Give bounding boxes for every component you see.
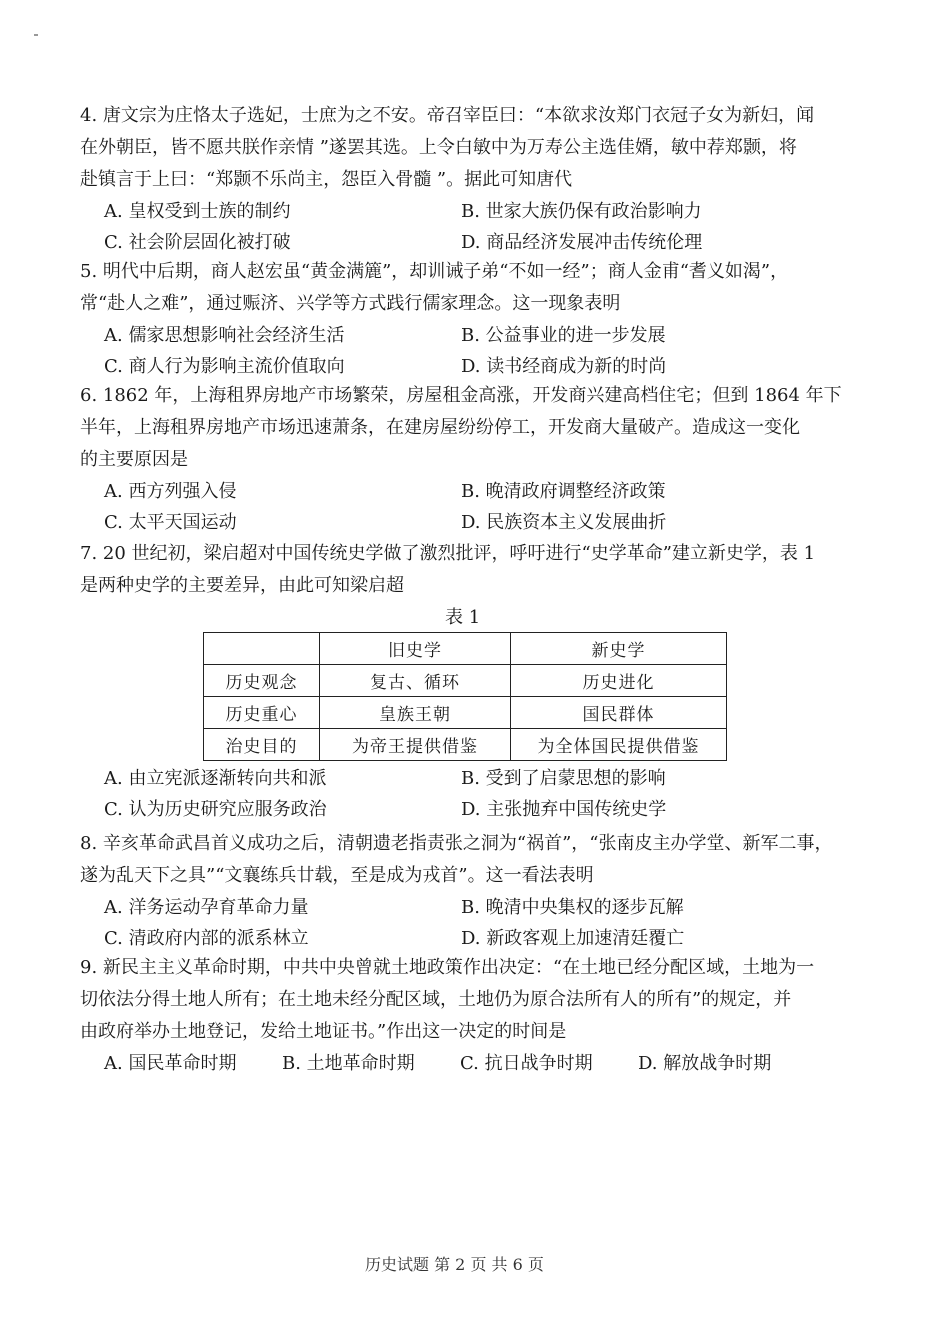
question-text-line: 常“赴人之难”，通过赈济、兴学等方式践行儒家理念。这一现象表明 bbox=[80, 293, 621, 314]
table-row bbox=[204, 697, 727, 729]
options-row bbox=[80, 923, 880, 954]
scan-mark bbox=[34, 34, 38, 36]
option-b: B. 土地革命时期 bbox=[282, 1053, 415, 1074]
options-row bbox=[80, 351, 880, 382]
options-row bbox=[80, 794, 880, 825]
question-text-line: 的主要原因是 bbox=[80, 449, 188, 470]
table-caption: 表 1 bbox=[445, 607, 481, 628]
question-text-line: 由政府举办土地登记，发给土地证书。”作出这一决定的时间是 bbox=[80, 1021, 567, 1042]
question-text-line: 赴镇言于上曰：“郑颢不乐尚主，怨臣入骨髓 ”。据此可知唐代 bbox=[80, 169, 573, 190]
option-a: A. 皇权受到士族的制约 bbox=[104, 201, 291, 222]
options-row bbox=[80, 196, 880, 227]
option-c: C. 认为历史研究应服务政治 bbox=[104, 799, 327, 820]
question-text-line: 9. 新民主主义革命时期，中共中央曾就土地政策作出决定：“在土地已经分配区域，土地为一 bbox=[80, 957, 815, 978]
option-a: A. 由立宪派逐渐转向共和派 bbox=[104, 768, 327, 789]
options-row bbox=[80, 476, 880, 507]
table-cell: 国民群体 bbox=[511, 697, 727, 729]
question-text-line: 5. 明代中后期，商人赵宏虽“黄金满簏”，却训诫子弟“不如一经”；商人金甫“耆义如渴”， bbox=[80, 261, 789, 282]
question-text-line: 是两种史学的主要差异，由此可知梁启超 bbox=[80, 575, 404, 596]
option-a: A. 儒家思想影响社会经济生活 bbox=[104, 325, 345, 346]
option-a: A. 国民革命时期 bbox=[104, 1053, 237, 1074]
question-text-line: 遂为乱天下之具”“文襄练兵廿载，至是成为戎首”。这一看法表明 bbox=[80, 865, 594, 886]
table-cell: 复古、循环 bbox=[320, 665, 511, 697]
option-d: D. 解放战争时期 bbox=[638, 1053, 772, 1074]
option-b: B. 晚清中央集权的逐步瓦解 bbox=[461, 897, 684, 918]
option-b: B. 世家大族仍保有政治影响力 bbox=[461, 201, 702, 222]
question-5 bbox=[80, 256, 880, 382]
option-d: D. 主张抛弃中国传统史学 bbox=[461, 799, 667, 820]
option-d: D. 民族资本主义发展曲折 bbox=[461, 512, 667, 533]
option-c: C. 抗日战争时期 bbox=[460, 1053, 593, 1074]
option-c: C. 社会阶层固化被打破 bbox=[104, 232, 291, 253]
question-text-line: 半年，上海租界房地产市场迅速萧条，在建房屋纷纷停工，开发商大量破产。造成这一变化 bbox=[80, 417, 800, 438]
option-c: C. 太平天国运动 bbox=[104, 512, 237, 533]
table-cell: 为全体国民提供借鉴 bbox=[511, 729, 727, 761]
table-row bbox=[204, 729, 727, 761]
question-6 bbox=[80, 380, 880, 538]
option-a: A. 西方列强入侵 bbox=[104, 481, 237, 502]
table-cell: 历史观念 bbox=[204, 665, 320, 697]
options-row bbox=[80, 892, 880, 923]
option-b: B. 晚清政府调整经济政策 bbox=[461, 481, 666, 502]
question-text-line: 4. 唐文宗为庄恪太子选妃，士庶为之不安。帝召宰臣曰：“本欲求汝郑门衣冠子女为新妇，闻 bbox=[80, 105, 815, 126]
options-row bbox=[80, 320, 880, 351]
option-a: A. 洋务运动孕育革命力量 bbox=[104, 897, 309, 918]
option-d: D. 新政客观上加速清廷覆亡 bbox=[461, 928, 685, 949]
table-cell: 为帝王提供借鉴 bbox=[320, 729, 511, 761]
question-text-line: 在外朝臣，皆不愿共朕作亲情 ”遂罢其选。上令白敏中为万寿公主选佳婿，敏中荐郑颢，将 bbox=[80, 137, 797, 158]
question-7-options bbox=[80, 763, 880, 825]
options-row bbox=[80, 227, 880, 258]
question-text-line: 7. 20 世纪初，梁启超对中国传统史学做了激烈批评，呼吁进行“史学革命”建立新史学，表 1 bbox=[80, 543, 816, 564]
table-header-cell bbox=[204, 633, 320, 665]
table-header-cell: 新史学 bbox=[511, 633, 727, 665]
table-cell: 治史目的 bbox=[204, 729, 320, 761]
options-row bbox=[80, 763, 880, 794]
page-footer: 历史试题 第 2 页 共 6 页 bbox=[365, 1255, 544, 1274]
options-row bbox=[80, 1048, 880, 1079]
comparison-table bbox=[203, 632, 727, 761]
question-text-line: 切依法分得土地人所有；在土地未经分配区域，土地仍为原合法所有人的所有”的规定，并 bbox=[80, 989, 792, 1010]
question-4 bbox=[80, 100, 880, 258]
option-c: C. 商人行为影响主流价值取向 bbox=[104, 356, 345, 377]
option-b: B. 公益事业的进一步发展 bbox=[461, 325, 666, 346]
option-c: C. 清政府内部的派系林立 bbox=[104, 928, 309, 949]
table-row bbox=[204, 665, 727, 697]
option-d: D. 读书经商成为新的时尚 bbox=[461, 356, 667, 377]
table-cell: 历史重心 bbox=[204, 697, 320, 729]
option-d: D. 商品经济发展冲击传统伦理 bbox=[461, 232, 703, 253]
question-9 bbox=[80, 952, 880, 1079]
options-row bbox=[80, 507, 880, 538]
question-text-line: 8. 辛亥革命武昌首义成功之后，清朝遗老指责张之洞为“祸首”，“张南皮主办学堂、新军二事， bbox=[80, 833, 833, 854]
table-header-row bbox=[204, 633, 727, 665]
question-text-line: 6. 1862 年，上海租界房地产市场繁荣，房屋租金高涨，开发商兴建高档住宅；但到 1864 年下 bbox=[80, 385, 842, 406]
question-8 bbox=[80, 828, 880, 954]
table-cell: 皇族王朝 bbox=[320, 697, 511, 729]
question-7 bbox=[80, 538, 880, 602]
table-header-cell: 旧史学 bbox=[320, 633, 511, 665]
option-b: B. 受到了启蒙思想的影响 bbox=[461, 768, 666, 789]
table-cell: 历史进化 bbox=[511, 665, 727, 697]
